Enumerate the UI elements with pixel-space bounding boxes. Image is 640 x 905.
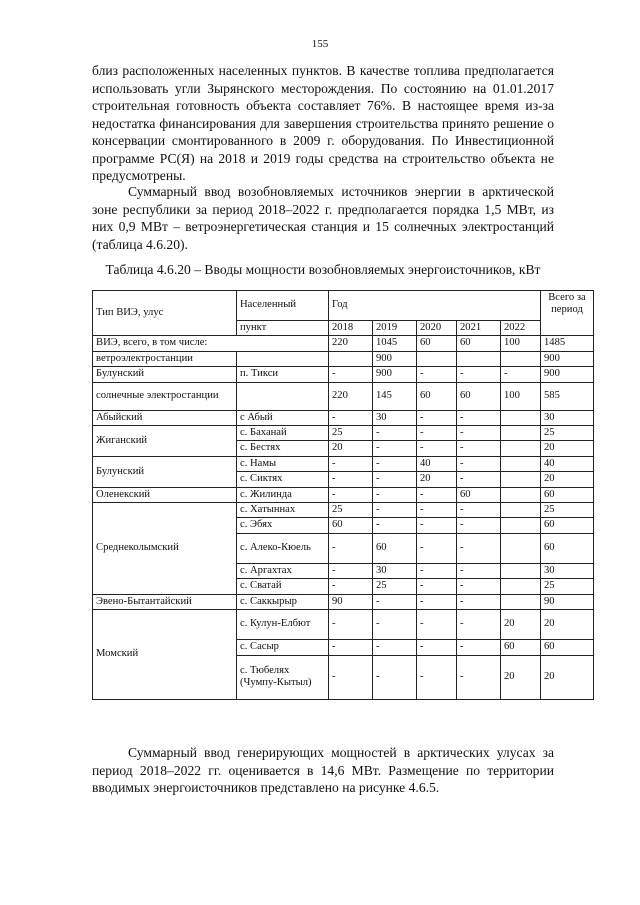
cell-2019: - bbox=[373, 503, 417, 518]
cell-2020: 60 bbox=[417, 382, 457, 410]
cell-total: 1485 bbox=[541, 336, 594, 351]
paragraph-3: Суммарный ввод генерирующих мощностей в арктических улусах за период 2018–2022 гг. оценивается в 14,6 МВт. Размещение по территории вводимых энергоисточников представлено на рисунке 4.6.5. bbox=[92, 745, 554, 795]
renewables-table bbox=[92, 290, 594, 700]
header-row-1 bbox=[93, 291, 594, 321]
row-place: с. Эбях bbox=[237, 518, 329, 533]
cell-total: 40 bbox=[541, 456, 594, 471]
cell-2020: - bbox=[417, 594, 457, 609]
cell-2018: - bbox=[329, 410, 373, 425]
row-place: с. Баханай bbox=[237, 426, 329, 441]
row-type: Булунский bbox=[93, 367, 237, 382]
cell-2018: 90 bbox=[329, 594, 373, 609]
cell-2020 bbox=[417, 351, 457, 366]
cell-2021: - bbox=[457, 426, 501, 441]
cell-2021: - bbox=[457, 503, 501, 518]
cell-2019: - bbox=[373, 594, 417, 609]
cell-2021: 60 bbox=[457, 336, 501, 351]
cell-total: 20 bbox=[541, 655, 594, 699]
cell-2018: - bbox=[329, 472, 373, 487]
row-type: Момский bbox=[93, 610, 237, 699]
paragraph-1: близ расположенных населенных пунктов. В качестве топлива предполагается использовать угли Зырянского месторождения. По состоянию на 01.01.2017 строительная готовность объекта составляет 76%. В настоящее время из-за недостатка финансирования для завершения строительства принято решение о консервации смонтированного в 2009 г. оборудования. По Инвестиционной программе РС(Я) на 2018 и 2019 годы средства на строительство объекта не предусмотрены. bbox=[92, 63, 554, 183]
row-place: с. Бестях bbox=[237, 441, 329, 456]
header-settlement-cont: пункт bbox=[237, 321, 329, 336]
cell-total: 30 bbox=[541, 410, 594, 425]
cell-2021: - bbox=[457, 579, 501, 594]
cell-2020: - bbox=[417, 518, 457, 533]
table-row bbox=[93, 487, 594, 502]
cell-2019: - bbox=[373, 655, 417, 699]
year-2022: 2022 bbox=[501, 321, 541, 336]
row-place: с. Жилинда bbox=[237, 487, 329, 502]
cell-2022 bbox=[501, 441, 541, 456]
cell-2018: 25 bbox=[329, 426, 373, 441]
header-settlement: Населенный bbox=[237, 291, 329, 321]
table-row bbox=[93, 336, 594, 351]
row-place: с. Сватай bbox=[237, 579, 329, 594]
cell-2020: - bbox=[417, 367, 457, 382]
table-row bbox=[93, 594, 594, 609]
paragraph-2: Суммарный ввод возобновляемых источников энергии в арктической зоне республики за период 2018–2022 г. предполагается порядка 1,5 МВт, из них 0,9 МВт – ветроэнергетическая станция и 15 солнечных электростанций (таблица 4.6.20). bbox=[92, 184, 554, 252]
year-2020: 2020 bbox=[417, 321, 457, 336]
cell-2022: 60 bbox=[501, 640, 541, 655]
cell-2019: - bbox=[373, 487, 417, 502]
year-2019: 2019 bbox=[373, 321, 417, 336]
cell-2022 bbox=[501, 472, 541, 487]
row-place bbox=[237, 351, 329, 366]
cell-total: 25 bbox=[541, 426, 594, 441]
cell-2021: - bbox=[457, 456, 501, 471]
cell-total: 20 bbox=[541, 610, 594, 640]
cell-2021: - bbox=[457, 655, 501, 699]
cell-2022 bbox=[501, 503, 541, 518]
cell-2018: 220 bbox=[329, 382, 373, 410]
table-row bbox=[93, 367, 594, 382]
year-2021: 2021 bbox=[457, 321, 501, 336]
table-row bbox=[93, 503, 594, 518]
cell-total: 60 bbox=[541, 533, 594, 563]
cell-2019: 900 bbox=[373, 351, 417, 366]
table-row bbox=[93, 610, 594, 640]
cell-2020: - bbox=[417, 563, 457, 578]
row-place: с. Сасыр bbox=[237, 640, 329, 655]
cell-2020: 40 bbox=[417, 456, 457, 471]
table-row bbox=[93, 456, 594, 471]
cell-2021: - bbox=[457, 410, 501, 425]
row-place: п. Тикси bbox=[237, 367, 329, 382]
row-type: Абыйский bbox=[93, 410, 237, 425]
cell-2021: 60 bbox=[457, 382, 501, 410]
cell-2021: - bbox=[457, 563, 501, 578]
cell-2020: - bbox=[417, 441, 457, 456]
cell-2020: - bbox=[417, 487, 457, 502]
cell-2022 bbox=[501, 518, 541, 533]
cell-2019: 30 bbox=[373, 410, 417, 425]
cell-2020: - bbox=[417, 410, 457, 425]
table-row bbox=[93, 351, 594, 366]
row-place: с. Хатыннах bbox=[237, 503, 329, 518]
cell-2020: - bbox=[417, 426, 457, 441]
cell-2018: 25 bbox=[329, 503, 373, 518]
row-type: Среднеколымский bbox=[93, 503, 237, 595]
cell-2022 bbox=[501, 456, 541, 471]
cell-2020: 20 bbox=[417, 472, 457, 487]
cell-2021: - bbox=[457, 472, 501, 487]
table-row bbox=[93, 426, 594, 441]
cell-2019: - bbox=[373, 441, 417, 456]
cell-2021: - bbox=[457, 518, 501, 533]
cell-2019: 60 bbox=[373, 533, 417, 563]
cell-2022 bbox=[501, 533, 541, 563]
cell-total: 20 bbox=[541, 441, 594, 456]
cell-2018: 60 bbox=[329, 518, 373, 533]
cell-2019: 25 bbox=[373, 579, 417, 594]
row-place: с. Алеко-Кюель bbox=[237, 533, 329, 563]
header-year: Год bbox=[329, 291, 541, 321]
cell-2019: - bbox=[373, 640, 417, 655]
cell-2022: 20 bbox=[501, 655, 541, 699]
header-type: Тип ВИЭ, улус bbox=[93, 291, 237, 336]
row-place: с. Аргахтах bbox=[237, 563, 329, 578]
cell-2022 bbox=[501, 563, 541, 578]
cell-total: 20 bbox=[541, 472, 594, 487]
cell-2022 bbox=[501, 351, 541, 366]
cell-total: 25 bbox=[541, 579, 594, 594]
cell-2018: - bbox=[329, 533, 373, 563]
row-place: с Абый bbox=[237, 410, 329, 425]
cell-2018: - bbox=[329, 579, 373, 594]
row-type: ВИЭ, всего, в том числе: bbox=[93, 336, 329, 351]
cell-2022 bbox=[501, 410, 541, 425]
cell-2020: - bbox=[417, 655, 457, 699]
cell-total: 585 bbox=[541, 382, 594, 410]
cell-2020: - bbox=[417, 533, 457, 563]
cell-2018: - bbox=[329, 487, 373, 502]
cell-2018 bbox=[329, 351, 373, 366]
cell-2018: - bbox=[329, 655, 373, 699]
page-number: 155 bbox=[311, 38, 329, 50]
cell-2022: 100 bbox=[501, 382, 541, 410]
cell-2021: - bbox=[457, 367, 501, 382]
cell-2021: - bbox=[457, 640, 501, 655]
cell-2022: 100 bbox=[501, 336, 541, 351]
cell-2021: - bbox=[457, 533, 501, 563]
cell-2019: - bbox=[373, 610, 417, 640]
row-type: ветроэлектростанции bbox=[93, 351, 237, 366]
cell-2021: - bbox=[457, 610, 501, 640]
cell-2019: - bbox=[373, 518, 417, 533]
cell-2018: - bbox=[329, 367, 373, 382]
cell-2020: - bbox=[417, 579, 457, 594]
row-type: Жиганский bbox=[93, 426, 237, 457]
cell-total: 25 bbox=[541, 503, 594, 518]
year-2018: 2018 bbox=[329, 321, 373, 336]
cell-2021: - bbox=[457, 441, 501, 456]
row-type: Эвено-Бытантайский bbox=[93, 594, 237, 609]
cell-total: 60 bbox=[541, 640, 594, 655]
cell-2019: 900 bbox=[373, 367, 417, 382]
cell-2019: 30 bbox=[373, 563, 417, 578]
cell-2022 bbox=[501, 487, 541, 502]
row-type: солнечные электростанции bbox=[93, 382, 237, 410]
cell-2020: 60 bbox=[417, 336, 457, 351]
cell-total: 60 bbox=[541, 487, 594, 502]
cell-2022 bbox=[501, 579, 541, 594]
cell-total: 30 bbox=[541, 563, 594, 578]
table-caption: Таблица 4.6.20 – Вводы мощности возобновляемых энергоисточников, кВт bbox=[105, 262, 541, 277]
cell-total: 60 bbox=[541, 518, 594, 533]
cell-total: 90 bbox=[541, 594, 594, 609]
cell-2022: 20 bbox=[501, 610, 541, 640]
cell-2021 bbox=[457, 351, 501, 366]
cell-2019: - bbox=[373, 472, 417, 487]
cell-2020: - bbox=[417, 610, 457, 640]
row-place bbox=[237, 382, 329, 410]
cell-2019: - bbox=[373, 456, 417, 471]
row-type: Оленекский bbox=[93, 487, 237, 502]
cell-2020: - bbox=[417, 640, 457, 655]
row-place: с. Тюбелях (Чумпу-Кытыл) bbox=[237, 655, 329, 699]
table-row bbox=[93, 382, 594, 410]
header-total: Всего за период bbox=[541, 291, 594, 336]
cell-2019: - bbox=[373, 426, 417, 441]
row-place: с. Саккырыр bbox=[237, 594, 329, 609]
row-type: Булунский bbox=[93, 456, 237, 487]
row-place: с. Намы bbox=[237, 456, 329, 471]
cell-2019: 1045 bbox=[373, 336, 417, 351]
cell-2019: 145 bbox=[373, 382, 417, 410]
cell-2022 bbox=[501, 426, 541, 441]
cell-2018: - bbox=[329, 610, 373, 640]
cell-total: 900 bbox=[541, 367, 594, 382]
row-place: с. Кулун-Елбют bbox=[237, 610, 329, 640]
cell-2021: 60 bbox=[457, 487, 501, 502]
cell-2018: - bbox=[329, 640, 373, 655]
table-row bbox=[93, 410, 594, 425]
row-place: с. Сиктях bbox=[237, 472, 329, 487]
cell-2020: - bbox=[417, 503, 457, 518]
cell-2018: - bbox=[329, 456, 373, 471]
cell-2018: 20 bbox=[329, 441, 373, 456]
cell-2018: 220 bbox=[329, 336, 373, 351]
cell-2018: - bbox=[329, 563, 373, 578]
cell-total: 900 bbox=[541, 351, 594, 366]
cell-2021: - bbox=[457, 594, 501, 609]
cell-2022 bbox=[501, 594, 541, 609]
cell-2022: - bbox=[501, 367, 541, 382]
